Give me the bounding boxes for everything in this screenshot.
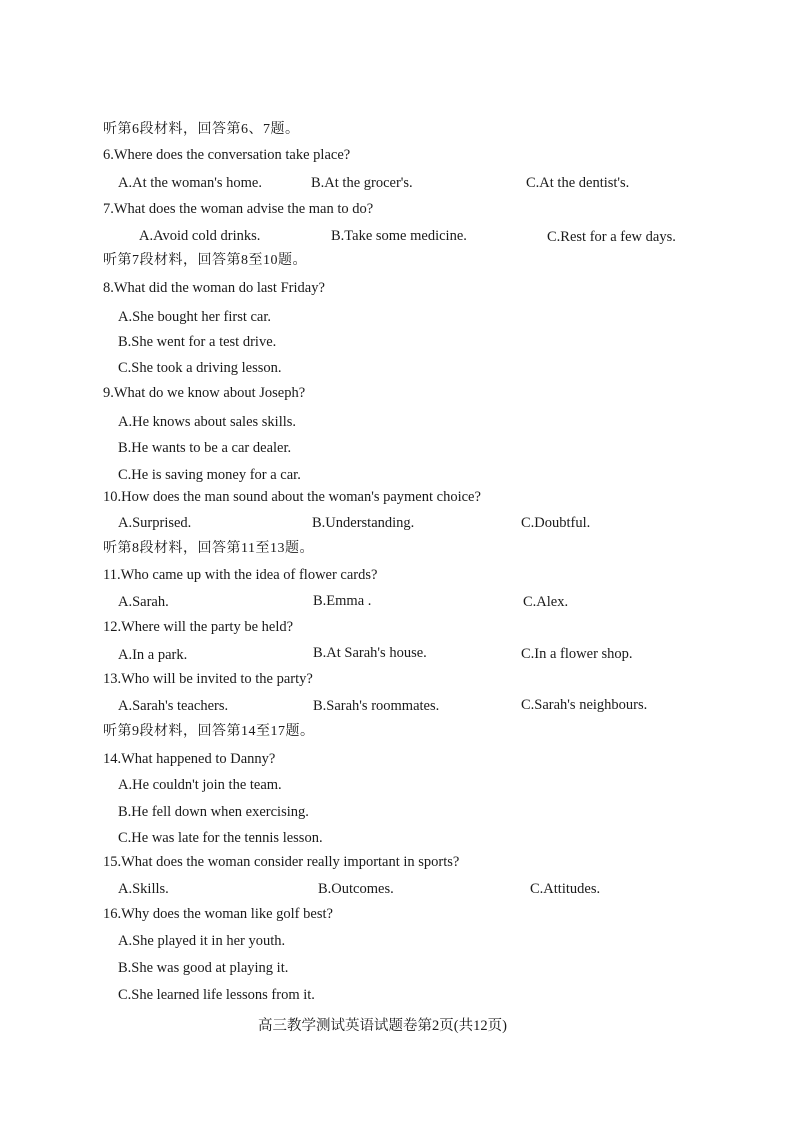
answer-option: A.He knows about sales skills. xyxy=(118,414,297,430)
answer-option: C.Sarah's neighbours. xyxy=(521,697,648,713)
question-stem: 11.Who came up with the idea of flower cards? xyxy=(103,567,378,583)
answer-option: A.Sarah's teachers. xyxy=(118,698,229,714)
answer-option: B.He fell down when exercising. xyxy=(118,804,309,820)
answer-option: C.She took a driving lesson. xyxy=(118,360,282,376)
answer-option: A.He couldn't join the team. xyxy=(118,777,282,793)
answer-option: B.Take some medicine. xyxy=(331,228,467,244)
answer-option: A.In a park. xyxy=(118,647,188,663)
answer-option: C.Attitudes. xyxy=(530,881,601,897)
answer-option: B.She was good at playing it. xyxy=(118,960,289,976)
answer-option: A.She bought her first car. xyxy=(118,309,272,325)
answer-option: B.Understanding. xyxy=(312,515,415,531)
answer-option: B.At the grocer's. xyxy=(311,175,413,191)
answer-option: C.Doubtful. xyxy=(521,515,591,531)
answer-option: B.Outcomes. xyxy=(318,881,394,897)
question-stem: 7.What does the woman advise the man to do? xyxy=(103,201,374,217)
section-heading: 听第9段材料，回答第14至17题。 xyxy=(103,724,315,739)
page-footer: 高三教学测试英语试题卷第2页(共12页) xyxy=(258,1018,507,1034)
answer-option: C.He was late for the tennis lesson. xyxy=(118,830,323,846)
question-stem: 16.Why does the woman like golf best? xyxy=(103,906,333,922)
answer-option: B.Sarah's roommates. xyxy=(313,698,440,714)
answer-option: C.Alex. xyxy=(523,594,569,610)
question-stem: 8.What did the woman do last Friday? xyxy=(103,280,325,296)
answer-option: A.Avoid cold drinks. xyxy=(139,228,261,244)
question-stem: 15.What does the woman consider really important in sports? xyxy=(103,854,460,870)
section-heading: 听第7段材料，回答第8至10题。 xyxy=(103,253,307,268)
answer-option: A.Surprised. xyxy=(118,515,192,531)
answer-option: A.At the woman's home. xyxy=(118,175,262,191)
answer-option: C.She learned life lessons from it. xyxy=(118,987,315,1003)
answer-option: C.At the dentist's. xyxy=(526,175,630,191)
question-stem: 10.How does the man sound about the woman's payment choice? xyxy=(103,489,481,505)
answer-option: A.She played it in her youth. xyxy=(118,933,286,949)
section-heading: 听第8段材料，回答第11至13题。 xyxy=(103,541,314,556)
answer-option: C.Rest for a few days. xyxy=(547,229,676,245)
answer-option: A.Skills. xyxy=(118,881,169,897)
question-stem: 6.Where does the conversation take place? xyxy=(103,147,351,163)
answer-option: B.At Sarah's house. xyxy=(313,645,427,661)
question-stem: 13.Who will be invited to the party? xyxy=(103,671,313,687)
answer-option: A.Sarah. xyxy=(118,594,169,610)
question-stem: 14.What happened to Danny? xyxy=(103,751,276,767)
section-heading: 听第6段材料，回答第6、7题。 xyxy=(103,122,300,137)
answer-option: B.She went for a test drive. xyxy=(118,334,277,350)
question-stem: 9.What do we know about Joseph? xyxy=(103,385,306,401)
answer-option: C.He is saving money for a car. xyxy=(118,467,301,483)
answer-option: B.He wants to be a car dealer. xyxy=(118,440,292,456)
answer-option: C.In a flower shop. xyxy=(521,646,633,662)
question-stem: 12.Where will the party be held? xyxy=(103,619,294,635)
answer-option: B.Emma . xyxy=(313,593,372,609)
